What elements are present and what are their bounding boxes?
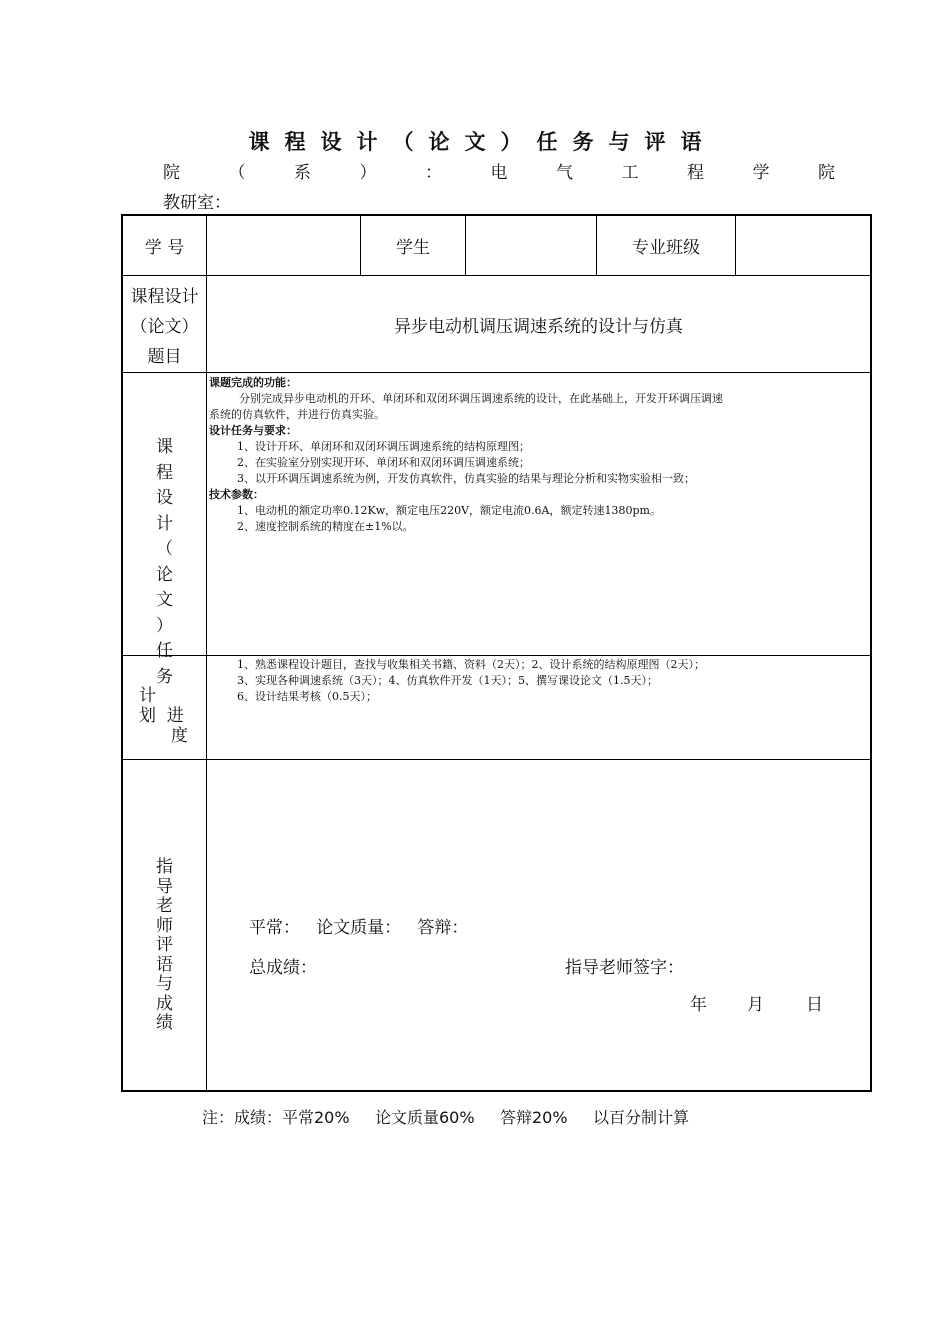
- title-char: 论: [428, 130, 450, 154]
- page-title: [0, 126, 950, 156]
- title-char: ）: [500, 130, 522, 154]
- title-char: 程: [284, 130, 306, 154]
- vertical-char: 导: [156, 876, 173, 897]
- vertical-char: 成: [156, 993, 173, 1014]
- class-label: 专业班级: [632, 238, 700, 258]
- title-char: 与: [608, 130, 630, 154]
- vertical-char: 老: [156, 896, 173, 916]
- vertical-char: 评: [156, 935, 173, 955]
- faculty-char: 电: [490, 163, 508, 183]
- title-char: 语: [680, 130, 702, 154]
- faculty-char: 学: [752, 163, 770, 183]
- parameter-1: 1、电动机的额定功率0.12Kw，额定电压220V，额定电流0.6A，额定转速1380pm。: [237, 504, 661, 517]
- review-label: [123, 858, 206, 1034]
- plan-content: [237, 657, 867, 705]
- parameter-2: 2、速度控制系统的精度在±1%以。: [237, 520, 414, 533]
- faculty-char: ）: [359, 163, 377, 183]
- title-char: 课: [248, 130, 270, 154]
- plan-label-1: 计: [139, 686, 156, 706]
- faculty-char: 系: [294, 163, 311, 183]
- faculty-char: 程: [687, 163, 704, 183]
- vertical-char: 程: [156, 462, 173, 483]
- date-day: 日: [806, 995, 823, 1015]
- total-grade-label: 总成绩：: [249, 958, 317, 978]
- signature-label: 指导老师签字：: [565, 958, 684, 978]
- vertical-char: 师: [156, 915, 173, 936]
- requirement-1: 1、设计开环、单闭环和双闭环调压调速系统的结构原理图；: [237, 440, 530, 453]
- vertical-char: 文: [156, 590, 173, 610]
- vertical-char: 与: [156, 974, 173, 994]
- faculty-char: ：: [425, 163, 442, 183]
- vertical-char: 务: [156, 666, 173, 687]
- requirements-heading: 设计任务与要求：: [209, 424, 297, 437]
- faculty-char: 工: [621, 163, 639, 183]
- vertical-char: 任: [156, 641, 173, 661]
- task-label: [123, 435, 206, 690]
- title-char: 计: [356, 130, 378, 154]
- date-month: 月: [747, 995, 764, 1015]
- plan-line-3: 6、设计结果考核（0.5天）；: [237, 690, 377, 703]
- title-char: 评: [644, 130, 666, 154]
- vertical-char: 设: [156, 488, 173, 508]
- grades-line: 平常： 论文质量： 答辩：: [249, 918, 469, 938]
- title-char: （: [392, 130, 414, 154]
- plan-line-2: 3、实现各种调速系统（3天）；4、仿真软件开发（1天）；5、撰写课设论文（1.5天）；: [237, 674, 658, 687]
- vertical-char: 绩: [156, 1013, 173, 1033]
- function-heading: 课题完成的功能：: [209, 376, 297, 389]
- vertical-char: （: [156, 539, 173, 559]
- faculty-char: （: [228, 163, 246, 183]
- vertical-char: ）: [156, 615, 173, 636]
- title-char: 务: [572, 130, 594, 154]
- faculty-line: [163, 158, 835, 184]
- grading-note: 注：成绩：平常20% 论文质量60% 答辩20% 以百分制计算: [202, 1108, 689, 1127]
- class-value[interactable]: [736, 216, 870, 275]
- faculty-char: 院: [818, 163, 835, 183]
- title-char: 文: [464, 130, 486, 154]
- task-table: [121, 214, 872, 1092]
- plan-label-3: 度: [171, 726, 188, 746]
- student-id-value[interactable]: [207, 216, 360, 275]
- faculty-char: 院: [163, 163, 180, 183]
- vertical-char: 论: [156, 564, 173, 585]
- date-year: 年: [690, 995, 707, 1015]
- faculty-char: 气: [556, 163, 573, 183]
- function-text-1: 分别完成异步电动机的开环、单闭环和双闭环调压调速系统的设计，在此基础上，开发开环调压调速: [239, 392, 723, 405]
- title-char: 设: [320, 130, 342, 154]
- student-value[interactable]: [466, 216, 596, 275]
- department-label: 教研室：: [163, 193, 231, 213]
- title-char: 任: [536, 130, 558, 154]
- topic-label: 课程设计 （论文） 题目: [130, 287, 199, 367]
- plan-label: [139, 686, 188, 746]
- vertical-char: 指: [156, 857, 173, 877]
- requirement-2: 2、在实验室分别实现开环、单闭环和双闭环调压调速系统；: [237, 456, 530, 469]
- vertical-char: 课: [156, 437, 173, 457]
- plan-line-1: 1、熟悉课程设计题目，查找与收集相关书籍、资料（2天）；2、设计系统的结构原理图（2天）；: [237, 658, 705, 671]
- vertical-char: 语: [156, 954, 173, 975]
- task-content: [209, 375, 869, 535]
- requirement-3: 3、以开环调压调速系统为例，开发仿真软件，仿真实验的结果与理论分析和实物实验相一致；: [237, 472, 695, 485]
- topic-value: 异步电动机调压调速系统的设计与仿真: [394, 316, 683, 337]
- function-text-2: 系统的仿真软件，并进行仿真实验。: [209, 408, 385, 421]
- student-label: 学生: [396, 238, 430, 258]
- parameters-heading: 技术参数：: [209, 488, 264, 501]
- vertical-char: 计: [156, 513, 173, 534]
- plan-label-2: 划 进: [139, 706, 184, 726]
- student-id-label: 学 号: [144, 238, 185, 258]
